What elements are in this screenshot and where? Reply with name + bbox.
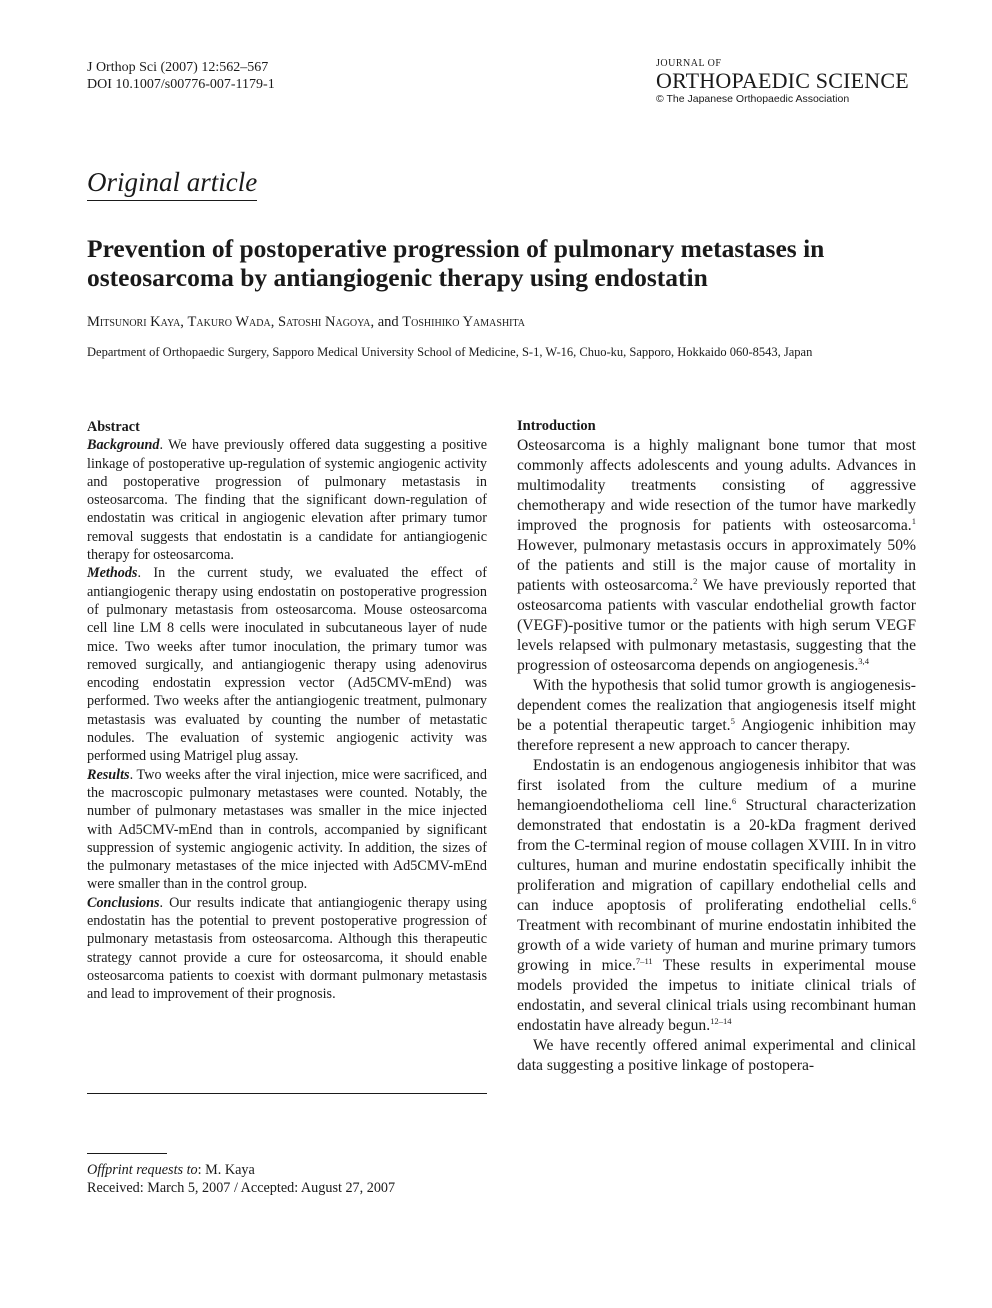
abstract-label: Conclusions (87, 894, 160, 911)
introduction-heading: Introduction (517, 418, 596, 434)
intro-paragraph (517, 436, 916, 676)
intro-text: We have previously reported that osteosarcoma patients with vascular endothelial growth factor (VEGF)-positive tumor or the patients with high serum VEGF levels relapsed with pulmonary metastasis, suggesting that the progression of osteosarcoma depends on angiogenesis. (517, 577, 916, 674)
article-type: Original article (87, 166, 257, 201)
author-separator: , and (370, 314, 403, 330)
reference-mark: 6 (731, 796, 737, 806)
reference-mark: 12–14 (710, 1016, 732, 1026)
abstract-results (87, 766, 487, 894)
introduction-section (517, 416, 916, 1076)
abstract-conclusions (87, 894, 487, 1004)
reference-mark: 7–11 (635, 956, 653, 966)
author-list (87, 313, 525, 331)
offprint-note (87, 1161, 395, 1179)
intro-text: Endostatin is an endogenous angiogenesis inhibitor that was first isolated from the culture medium of a murine hemangioendothelioma cell line. (517, 757, 916, 814)
article-title: Prevention of postoperative progression of pulmonary metastases in osteosarcoma by antiangiogenic therapy using endostatin (87, 234, 825, 292)
intro-text: Angiogenic inhibition may therefore represent a new approach to cancer therapy. (517, 717, 916, 754)
offprint-label: Offprint requests to (87, 1162, 198, 1178)
intro-paragraph (517, 1036, 916, 1076)
journal-of-label: JOURNAL OF (656, 58, 722, 69)
abstract-label: Results (87, 766, 130, 783)
abstract-methods (87, 564, 487, 765)
intro-text: With the hypothesis that solid tumor growth is angiogenesis-dependent comes the realization that angiogenesis itself might be a potential therapeutic target. (517, 677, 916, 734)
abstract-text: . Our results indicate that antiangiogenic therapy using endostatin has the potential to prevent postoperative progression of pulmonary metastasis from osteosarcoma. Although this therapeutic strategy cannot provide a cure for osteosarcoma, it should enable osteosarcoma patients to coexist with dormant pulmonary metastasis and lead to improvement of their prognosis. (87, 894, 487, 1003)
intro-paragraph (517, 676, 916, 756)
doi-line: DOI 10.1007/s00776-007-1179-1 (87, 77, 275, 92)
reference-mark: 2 (693, 576, 698, 586)
received-note: Received: March 5, 2007 / Accepted: August 27, 2007 (87, 1180, 396, 1196)
citation-block (87, 59, 275, 93)
abstract-divider (87, 1093, 487, 1094)
intro-text: Structural characterization demonstrated that endostatin is a 20-kDa fragment derived from the C-terminal region of mouse collagen XVIII. In in vitro cultures, human and murine endostatin specifically inhibit the proliferation and migration of capillary endothelial cells and can induce apoptosis of proliferating endothelial cells. (517, 797, 916, 914)
abstract-text: . Two weeks after the viral injection, mice were sacrificed, and the macroscopic pulmonary metastases were counted. Notably, the number of pulmonary metastases was smaller in the mice injected with Ad5CMV-mEnd than in controls, accompanied by significant suppression of systemic angiogenic activity. In addition, the sizes of the pulmonary metastases of the mice injected with Ad5CMV-mEnd were smaller than in the control group. (87, 766, 487, 893)
author-name: Toshihiko Yamashita (402, 314, 526, 330)
abstract-label: Background (87, 437, 160, 454)
affiliation: Department of Orthopaedic Surgery, Sapporo Medical University School of Medicine, S-1, W-16, Chuo-ku, Sapporo, Hokkaido 060-8543, Japan (87, 345, 813, 359)
abstract-label: Methods (87, 565, 138, 582)
footnotes (87, 1161, 395, 1197)
offprint-text: : M. Kaya (197, 1162, 255, 1178)
abstract-heading: Abstract (87, 419, 140, 435)
author-name: Mitsunori Kaya (87, 314, 181, 330)
intro-text: These results in experimental mouse models provided the impetus to initiate clinical trials of endostatin, and several clinical trials using recombinant human endostatin have already begun. (517, 957, 916, 1034)
reference-mark: 1 (911, 516, 916, 526)
intro-text: However, pulmonary metastasis occurs in approximately 50% of the patients and still is the major cause of mortality in patients with osteosarcoma. (517, 537, 916, 594)
intro-text: We have recently offered animal experimental and clinical data suggesting a positive linkage of postopera- (517, 1037, 916, 1074)
intro-text: Treatment with recombinant of murine endostatin inhibited the growth of a wide variety of human and murine primary tumors growing in mice. (517, 917, 916, 974)
intro-text: Osteosarcoma is a highly malignant bone tumor that most commonly affects adolescents and young adults. Advances in multimodality treatments consisting of aggressive chemotherapy and wide resection of the tumor have markedly improved the prognosis for patients with osteosarcoma. (517, 437, 916, 534)
author-name: Satoshi Nagoya (277, 314, 371, 330)
journal-logo (656, 58, 926, 106)
intro-paragraph (517, 756, 916, 1036)
abstract-section (87, 418, 487, 1004)
citation-line: J Orthop Sci (2007) 12:562–567 (87, 60, 269, 75)
journal-name: ORTHOPAEDIC SCIENCE (656, 68, 909, 93)
abstract-text: . In the current study, we evaluated the effect of antiangiogenic therapy using endostatin on postoperative progression of pulmonary metastasis from osteosarcoma. Mouse osteosarcoma cell line LM 8 cells were inoculated in subcutaneous layer of nude mice. Two weeks after tumor inoculation, the primary tumor was removed surgically, and antiangiogenic therapy using adenovirus encoding endostatin expression vector (Ad5CMV-mEnd) was performed. Two weeks after the antiangiogenic treatment, pulmonary metastasis was evaluated by counting the number of metastatic nodules. The evaluation of systemic angiogenic activity was performed using Matrigel plug assay. (87, 565, 487, 765)
author-separator: , (270, 314, 278, 330)
abstract-background (87, 436, 487, 564)
reference-mark: 5 (730, 716, 735, 726)
journal-association: © The Japanese Orthopaedic Association (656, 93, 850, 105)
reference-mark: 6 (911, 896, 916, 906)
reference-mark: 3,4 (858, 656, 869, 666)
author-name: Takuro Wada (187, 314, 271, 330)
author-separator: , (180, 314, 188, 330)
footnote-divider (87, 1153, 167, 1154)
abstract-text: . We have previously offered data suggesting a positive linkage of postoperative up-regulation of systemic angiogenic activity and postoperative progression of pulmonary metastasis in osteosarcoma. The finding that the significant down-regulation of endostatin was critical in angiogenic elevation after primary tumor removal suggests that endostatin is a candidate for antiangiogenic therapy for osteosarcoma. (87, 437, 487, 564)
